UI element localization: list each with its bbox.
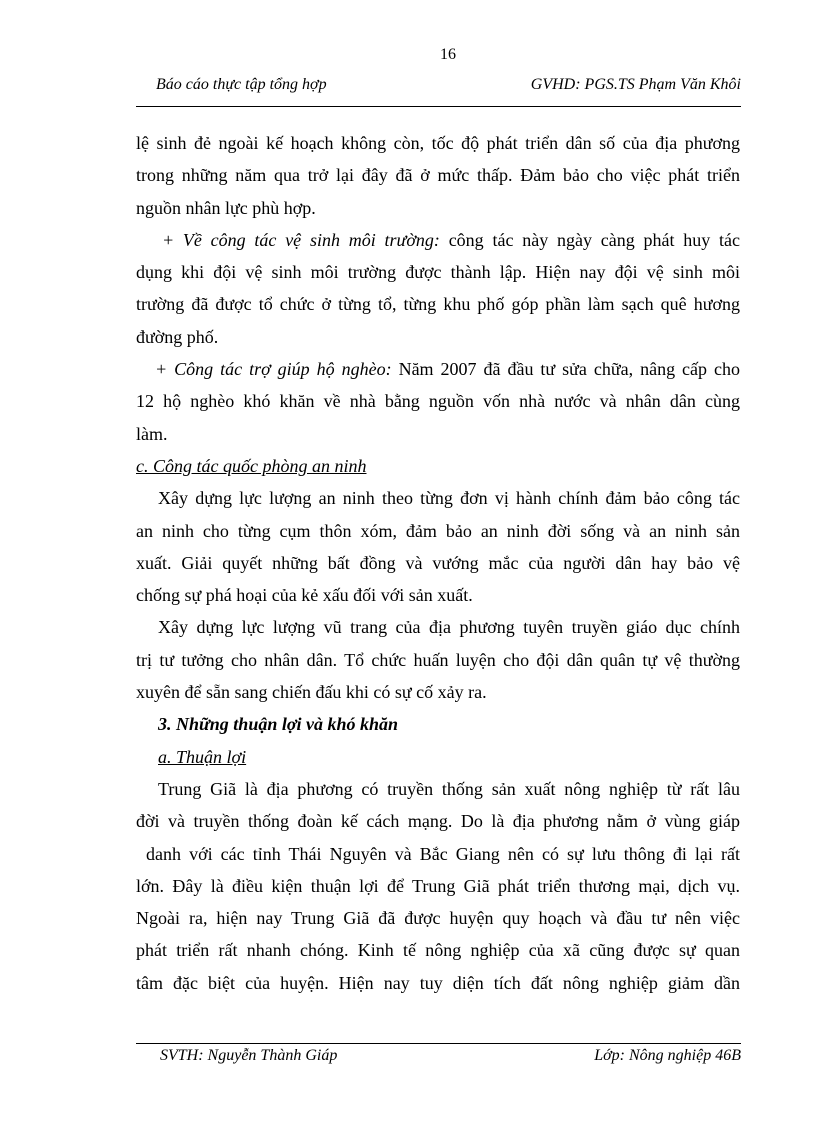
body-line-10: làm. (136, 423, 168, 444)
body-line-4 (136, 224, 740, 256)
page-footer (136, 1047, 741, 1071)
body-line-7: đường phố. (136, 326, 219, 347)
body-line-24: lớn. Đây là điều kiện thuận lợi để Trung Giã phát triển thương mại, dịch vụ. (136, 875, 740, 896)
body-line-22: đời và truyền thống đoàn kế cách mạng. Do là địa phương nằm ở vùng giáp (136, 811, 740, 832)
section-heading-advantages-difficulties: 3. Những thuận lợi và khó khăn (158, 714, 399, 735)
body-line-8 (136, 353, 740, 385)
body-line-16: Xây dựng lực lượng vũ trang của địa phương tuyên truyền giáo dục chính (158, 617, 740, 638)
body-line-27: tâm đặc biệt của huyện. Hiện nay tuy diện tích đất nông nghiệp giảm dần (136, 972, 740, 993)
body-line-21: Trung Giã là địa phương có truyền thống sản xuất nông nghiệp từ rất lâu (158, 778, 740, 799)
body-line-5: dụng khi đội vệ sinh môi trường được thành lập. Hiện nay đội vệ sinh môi (136, 262, 740, 283)
header-divider (136, 106, 741, 107)
page-number: 16 (440, 46, 456, 63)
body-line-26: phát triển rất nhanh chóng. Kinh tế nông nghiệp của xã cũng được sự quan (136, 940, 740, 961)
body-line-1: lệ sinh đẻ ngoài kế hoạch không còn, tốc độ phát triển dân số của địa phương (136, 133, 740, 153)
environment-sanitation-label: + Về công tác vệ sinh môi trường: (162, 229, 440, 250)
body-line-9: 12 hộ nghèo khó khăn về nhà bằng nguồn vốn nhà nước và nhân dân cùng (136, 391, 740, 412)
body-line-23: danh với các tỉnh Thái Nguyên và Bắc Giang nên có sự lưu thông đi lại rất (146, 843, 740, 864)
body-line-6: trường đã được tổ chức ở từng tổ, từng khu phố góp phần làm sạch quê hương (136, 294, 740, 315)
body-line-18: xuyên để sẵn sang chiến đấu khi có sự cố xảy ra. (136, 682, 487, 703)
body-line-2: trong những năm qua trở lại đây đã ở mức thấp. Đảm bảo cho việc phát triển (136, 165, 740, 186)
document-body (136, 127, 740, 999)
poverty-support-label: + Công tác trợ giúp hộ nghèo: (155, 359, 392, 380)
section-heading-defense-security: c. Công tác quốc phòng an ninh (136, 455, 367, 476)
body-line-13: an ninh cho từng cụm thôn xóm, đảm bảo an ninh đời sống và an ninh sản (136, 520, 740, 541)
poverty-support-text: Năm 2007 đã đầu tư sửa chữa, nâng cấp cho (391, 359, 740, 380)
footer-student-name: SVTH: Nguyễn Thành Giáp (160, 1047, 338, 1064)
footer-divider (136, 1043, 741, 1044)
page-header (136, 76, 741, 100)
body-line-15: chống sự phá hoại của kẻ xấu đối với sản xuất. (136, 585, 473, 606)
subsection-heading-advantages: a. Thuận lợi (158, 746, 247, 767)
body-line-25: Ngoài ra, hiện nay Trung Giã đã được huyện quy hoạch và đầu tư nên việc (136, 908, 740, 929)
header-supervisor: GVHD: PGS.TS Phạm Văn Khôi (530, 76, 741, 93)
body-line-14: xuất. Giải quyết những bất đồng và vướng mắc của người dân hay bảo vệ (136, 552, 740, 573)
footer-class: Lớp: Nông nghiệp 46B (594, 1047, 741, 1064)
body-line-17: trị tư tưởng cho nhân dân. Tổ chức huấn luyện cho đội dân quân tự vệ thường (136, 649, 740, 670)
environment-sanitation-text: công tác này ngày càng phát huy tác (439, 229, 740, 250)
header-report-title: Báo cáo thực tập tổng hợp (156, 76, 327, 93)
body-line-3: nguồn nhân lực phù hợp. (136, 197, 316, 218)
body-line-12: Xây dựng lực lượng an ninh theo từng đơn vị hành chính đảm bảo công tác (158, 488, 740, 509)
